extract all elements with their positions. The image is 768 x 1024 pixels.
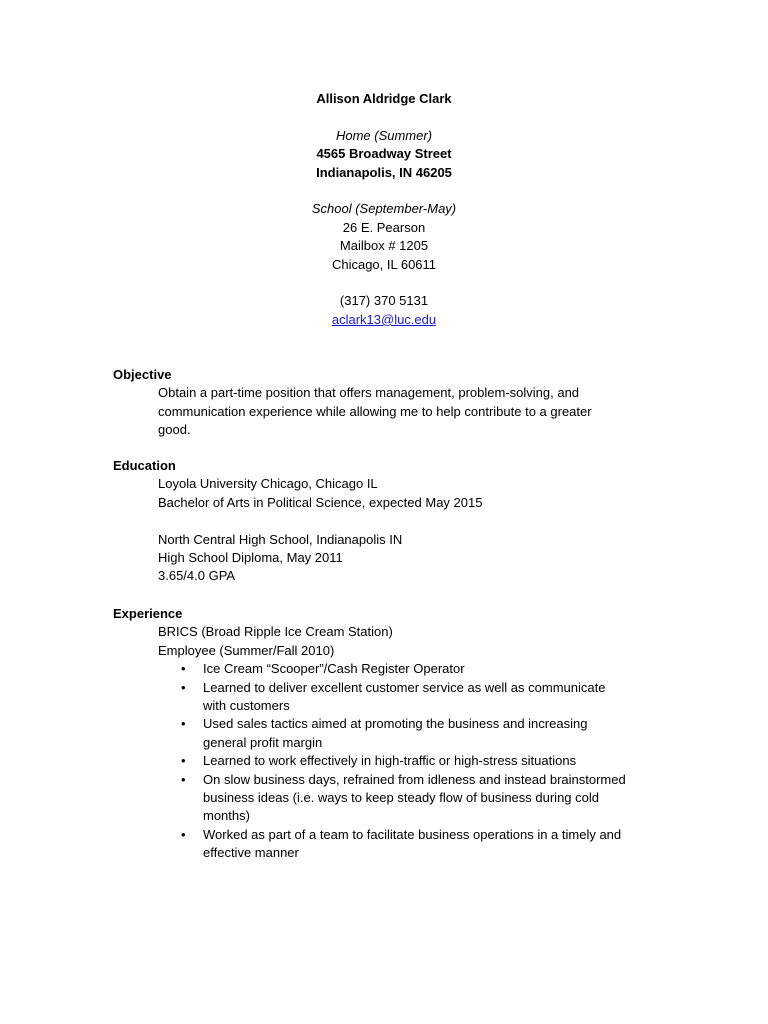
- spacer: [113, 512, 673, 530]
- experience-section: [113, 605, 673, 863]
- bullet-icon: •: [181, 771, 186, 787]
- phone-number: (317) 370 5131: [339, 293, 429, 309]
- education-section: [113, 457, 673, 586]
- experience-role: Employee (Summer/Fall 2010): [158, 642, 335, 658]
- candidate-name: Allison Aldridge Clark: [316, 91, 452, 106]
- bullet-icon: •: [181, 753, 186, 769]
- experience-heading: Experience: [113, 606, 183, 621]
- home-label: Home (Summer): [335, 127, 433, 143]
- home-street: 4565 Broadway Street: [316, 146, 452, 162]
- bullet-text: Ice Cream “Scooper”/Cash Register Operator: [203, 661, 465, 677]
- home-city: Indianapolis, IN 46205: [316, 164, 452, 180]
- school-label: School (September-May): [311, 201, 457, 217]
- bullet-text: Learned to work effectively in high-traffic or high-stress situations: [203, 753, 577, 769]
- list-item: [181, 660, 673, 678]
- education-school: Loyola University Chicago, Chicago IL: [158, 476, 378, 492]
- list-item: [181, 715, 673, 752]
- bullet-text: Used sales tactics aimed at promoting the business and increasing: [203, 716, 588, 732]
- objective-line: good.: [158, 422, 191, 438]
- spacer: [0, 182, 768, 200]
- school-street: 26 E. Pearson: [342, 219, 426, 235]
- education-degree: Bachelor of Arts in Political Science, expected May 2015: [158, 494, 483, 510]
- list-item: [181, 771, 673, 826]
- spacer: [0, 274, 768, 292]
- bullet-text: Learned to deliver excellent customer service as well as communicate: [203, 679, 606, 695]
- education-degree: High School Diploma, May 2011: [158, 550, 343, 566]
- bullet-icon: •: [181, 679, 186, 695]
- list-item: [181, 679, 673, 716]
- bullet-text: general profit margin: [203, 734, 323, 750]
- experience-bullet-list: [113, 660, 673, 862]
- bullet-text: months): [203, 808, 250, 824]
- spacer: [0, 108, 768, 126]
- education-school: North Central High School, Indianapolis IN: [158, 531, 403, 547]
- bullet-text: effective manner: [203, 845, 299, 861]
- experience-employer: BRICS (Broad Ripple Ice Cream Station): [158, 624, 393, 640]
- education-gpa: 3.65/4.0 GPA: [158, 568, 236, 584]
- education-heading: Education: [113, 458, 176, 473]
- bullet-icon: •: [181, 826, 186, 842]
- school-city: Chicago, IL 60611: [331, 256, 437, 272]
- bullet-text: Worked as part of a team to facilitate business operations in a timely and: [203, 826, 622, 842]
- list-item: [181, 752, 673, 770]
- school-mailbox: Mailbox # 1205: [339, 238, 429, 254]
- bullet-icon: •: [181, 716, 186, 732]
- bullet-text: with customers: [203, 698, 290, 714]
- bullet-text: On slow business days, refrained from idleness and instead brainstormed: [203, 771, 626, 787]
- email-link[interactable]: aclark13@luc.edu: [331, 311, 437, 327]
- bullet-icon: •: [181, 661, 186, 677]
- contact-header: [0, 90, 768, 329]
- bullet-text: business ideas (i.e. ways to keep steady flow of business during cold: [203, 790, 599, 806]
- objective-section: [113, 366, 673, 440]
- objective-line: Obtain a part-time position that offers management, problem-solving, and: [158, 385, 580, 401]
- objective-line: communication experience while allowing me to help contribute to a greater: [158, 403, 592, 419]
- objective-heading: Objective: [113, 367, 172, 382]
- list-item: [181, 826, 673, 863]
